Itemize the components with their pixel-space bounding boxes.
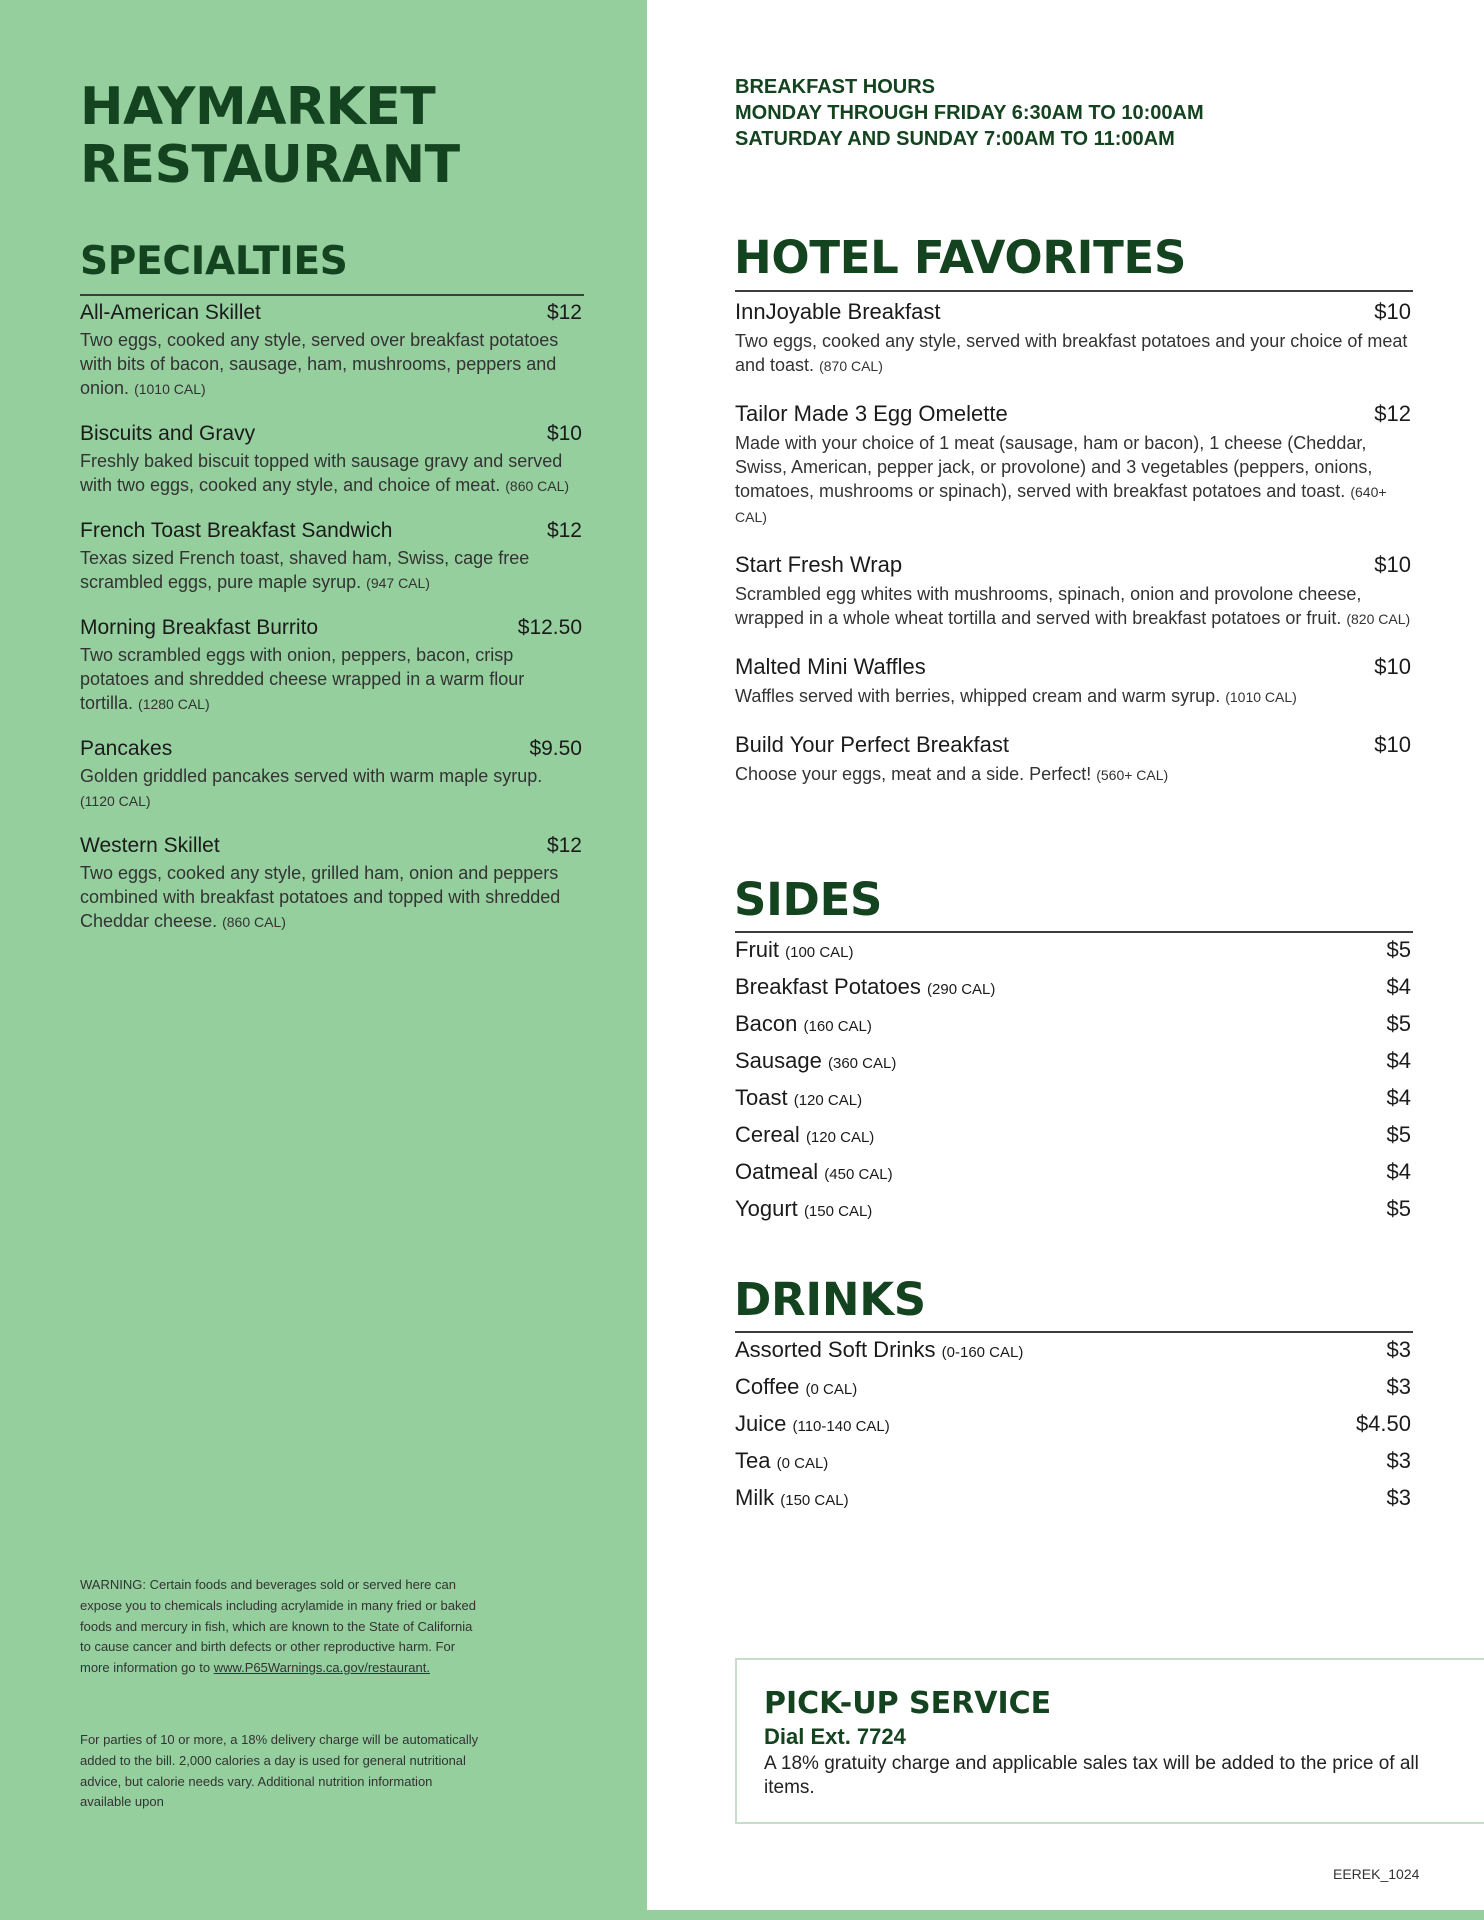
item-description: Two eggs, cooked any style, served over breakfast potatoes with bits of bacon, sausage, ham, mushrooms, peppers and onion. (1010 CAL)	[80, 330, 559, 398]
menu-item	[80, 518, 582, 595]
item-calories: (1120 CAL)	[80, 793, 151, 809]
item-price: $12	[1374, 401, 1411, 426]
menu-item	[80, 833, 582, 934]
item-calories: (100 CAL)	[785, 944, 854, 961]
pickup-dial: Dial Ext. 7724	[764, 1724, 906, 1749]
item-calories: (120 CAL)	[805, 1129, 875, 1146]
item-description: Choose your eggs, meat and a side. Perfect! (560+ CAL)	[735, 764, 1169, 784]
item-description: Two eggs, cooked any style, grilled ham, onion and peppers combined with breakfast potatoes and topped with shredded Cheddar cheese. (860 CAL)	[80, 863, 561, 931]
item-name: Tea (0 CAL)	[735, 1448, 829, 1473]
hours-line-1: BREAKFAST HOURS	[735, 76, 936, 98]
item-calories: (160 CAL)	[803, 1018, 872, 1035]
item-price: $12	[546, 834, 582, 857]
item-calories: (640+ CAL)	[735, 484, 1387, 525]
favorites-heading: HOTEL FAVORITES	[734, 231, 1187, 284]
item-price: $3	[1386, 1337, 1411, 1362]
item-price: $9.50	[529, 737, 582, 760]
item-calories: (290 CAL)	[927, 981, 996, 998]
item-calories: (860 CAL)	[222, 914, 286, 930]
item-price: $5	[1386, 1011, 1411, 1036]
item-description: Texas sized French toast, shaved ham, Swiss, cage free scrambled eggs, pure maple syrup. (947 CAL)	[80, 548, 530, 592]
item-name: Morning Breakfast Burrito	[80, 616, 319, 639]
item-calories: (947 CAL)	[366, 575, 430, 591]
side-row	[735, 1121, 1411, 1158]
item-price: $4.50	[1355, 1411, 1411, 1436]
item-name: Biscuits and Gravy	[80, 422, 256, 445]
menu-item	[735, 298, 1411, 378]
item-name: Cereal (120 CAL)	[735, 1122, 875, 1147]
item-name: InnJoyable Breakfast	[735, 299, 941, 324]
hours-line-2: MONDAY THROUGH FRIDAY 6:30AM TO 10:00AM	[735, 102, 1204, 124]
side-row	[735, 936, 1411, 973]
drink-row	[735, 1447, 1411, 1484]
title-line-1: HAYMARKET	[80, 77, 436, 137]
drinks-heading: DRINKS	[734, 1273, 926, 1326]
item-price: $4	[1386, 1085, 1411, 1110]
sides-heading: SIDES	[734, 873, 883, 926]
item-name: Malted Mini Waffles	[735, 654, 926, 679]
specialties-heading: SPECIALTIES	[80, 239, 348, 284]
menu-item	[735, 551, 1411, 631]
menu-item	[80, 421, 582, 498]
item-name: Tailor Made 3 Egg Omelette	[735, 401, 1008, 426]
item-name: Breakfast Potatoes (290 CAL)	[735, 974, 996, 999]
item-calories: (860 CAL)	[505, 478, 570, 494]
item-name: All-American Skillet	[80, 301, 261, 324]
side-row	[735, 973, 1411, 1010]
menu-item	[80, 615, 582, 716]
item-description: Waffles served with berries, whipped cream and warm syrup. (1010 CAL)	[735, 686, 1297, 706]
item-calories: (360 CAL)	[827, 1055, 897, 1072]
item-price: $4	[1386, 974, 1411, 999]
item-description: Scrambled egg whites with mushrooms, spinach, onion and provolone cheese, wrapped in a whole wheat tortilla and served with breakfast potatoes or fruit. (820 CAL)	[735, 584, 1411, 628]
item-price: $12	[546, 519, 582, 542]
item-price: $3	[1386, 1485, 1411, 1510]
item-name: Start Fresh Wrap	[735, 552, 903, 577]
item-name: Bacon (160 CAL)	[735, 1011, 872, 1036]
drinks-list	[735, 1336, 1411, 1521]
item-price: $10	[546, 422, 582, 445]
favorites-list	[735, 298, 1411, 809]
side-row	[735, 1195, 1411, 1232]
item-calories: (1280 CAL)	[138, 696, 210, 712]
item-calories: (0 CAL)	[776, 1455, 829, 1472]
item-name: Sausage (360 CAL)	[735, 1048, 897, 1073]
item-price: $3	[1386, 1448, 1411, 1473]
title-line-2: RESTAURANT	[80, 135, 460, 195]
item-description: Golden griddled pancakes served with warm maple syrup. (1120 CAL)	[80, 766, 543, 809]
menu-item	[735, 653, 1411, 709]
item-price: $5	[1386, 937, 1411, 962]
favorites-rule	[735, 290, 1413, 292]
item-name: Fruit (100 CAL)	[735, 937, 854, 962]
item-price: $12.50	[517, 616, 582, 639]
sides-list	[735, 936, 1411, 1232]
item-calories: (0-160 CAL)	[941, 1344, 1024, 1361]
item-calories: (450 CAL)	[824, 1166, 893, 1183]
prop65-warning: WARNING: Certain foods and beverages sold or served here can expose you to chemicals including acrylamide in many fried or baked foods and mercury in fish, which are known to the State of California to cause cancer and birth defects or other reproductive harm. For more information go to www.P65Warnings.ca.gov/restaurant.	[80, 1577, 476, 1676]
side-row	[735, 1047, 1411, 1084]
item-price: $3	[1386, 1374, 1411, 1399]
item-calories: (150 CAL)	[780, 1492, 849, 1509]
bottom-strip	[647, 1910, 1484, 1920]
pickup-service-box	[735, 1658, 1484, 1824]
item-price: $5	[1386, 1122, 1411, 1147]
item-calories: (150 CAL)	[803, 1203, 873, 1220]
specialties-list	[80, 300, 582, 954]
drink-row	[735, 1410, 1411, 1447]
side-row	[735, 1158, 1411, 1195]
item-name: Western Skillet	[80, 834, 220, 857]
item-calories: (820 CAL)	[1346, 611, 1411, 627]
item-price: $4	[1386, 1159, 1411, 1184]
item-price: $10	[1374, 654, 1411, 679]
item-description: Made with your choice of 1 meat (sausage, ham or bacon), 1 cheese (Cheddar, Swiss, American, pepper jack, or provolone) and 3 vegetables (peppers, onions, tomatoes, mushrooms or spinach), served with breakfast potatoes and toast. (640+ CAL)	[735, 433, 1387, 525]
restaurant-title	[80, 78, 460, 194]
drink-row	[735, 1373, 1411, 1410]
item-name: Build Your Perfect Breakfast	[735, 732, 1009, 757]
item-name: Toast (120 CAL)	[735, 1085, 863, 1110]
item-name: French Toast Breakfast Sandwich	[80, 519, 393, 542]
item-calories: (0 CAL)	[805, 1381, 858, 1398]
item-calories: (110-140 CAL)	[792, 1418, 890, 1435]
item-calories: (1010 CAL)	[1225, 689, 1297, 705]
item-price: $4	[1386, 1048, 1411, 1073]
item-name: Pancakes	[80, 737, 173, 760]
item-calories: (1010 CAL)	[134, 381, 206, 397]
breakfast-hours	[735, 74, 1204, 152]
item-name: Oatmeal (450 CAL)	[735, 1159, 893, 1184]
item-calories: (120 CAL)	[793, 1092, 863, 1109]
item-price: $10	[1374, 299, 1411, 324]
item-price: $10	[1374, 732, 1411, 757]
item-description: Two scrambled eggs with onion, peppers, bacon, crisp potatoes and shredded cheese wrapped in a warm flour tortilla. (1280 CAL)	[80, 645, 525, 713]
item-name: Juice (110-140 CAL)	[735, 1411, 890, 1436]
drink-row	[735, 1336, 1411, 1373]
menu-item	[80, 736, 582, 813]
item-price: $5	[1386, 1196, 1411, 1221]
drink-row	[735, 1484, 1411, 1521]
side-row	[735, 1084, 1411, 1121]
menu-item	[735, 731, 1411, 787]
item-price: $10	[1374, 552, 1411, 577]
item-description: Two eggs, cooked any style, served with breakfast potatoes and your choice of meat and toast. (870 CAL)	[735, 331, 1408, 375]
item-name: Yogurt (150 CAL)	[735, 1196, 873, 1221]
item-name: Milk (150 CAL)	[735, 1485, 849, 1510]
menu-item	[80, 300, 582, 401]
sides-rule	[735, 931, 1413, 933]
specialties-rule	[80, 294, 584, 296]
item-name: Assorted Soft Drinks (0-160 CAL)	[735, 1337, 1024, 1362]
side-row	[735, 1010, 1411, 1047]
pickup-title: PICK-UP SERVICE	[764, 1686, 1052, 1721]
document-code: EEREK_1024	[1333, 1866, 1420, 1882]
item-calories: (560+ CAL)	[1096, 767, 1169, 783]
drinks-rule	[735, 1331, 1413, 1333]
hours-line-3: SATURDAY AND SUNDAY 7:00AM TO 11:00AM	[735, 128, 1175, 150]
menu-item	[735, 400, 1411, 529]
item-price: $12	[546, 301, 582, 324]
item-description: Freshly baked biscuit topped with sausage gravy and served with two eggs, cooked any style, and choice of meat. (860 CAL)	[80, 451, 570, 495]
party-note: For parties of 10 or more, a 18% delivery charge will be automatically added to the bill. 2,000 calories a day is used for general nutritional advice, but calorie needs vary. Additional nutrition information available upon	[80, 1732, 479, 1810]
item-name: Coffee (0 CAL)	[735, 1374, 858, 1399]
item-calories: (870 CAL)	[819, 358, 883, 374]
pickup-note: A 18% gratuity charge and applicable sales tax will be added to the price of all items.	[764, 1753, 1419, 1798]
warning-link[interactable]: www.P65Warnings.ca.gov/restaurant.	[213, 1660, 430, 1676]
